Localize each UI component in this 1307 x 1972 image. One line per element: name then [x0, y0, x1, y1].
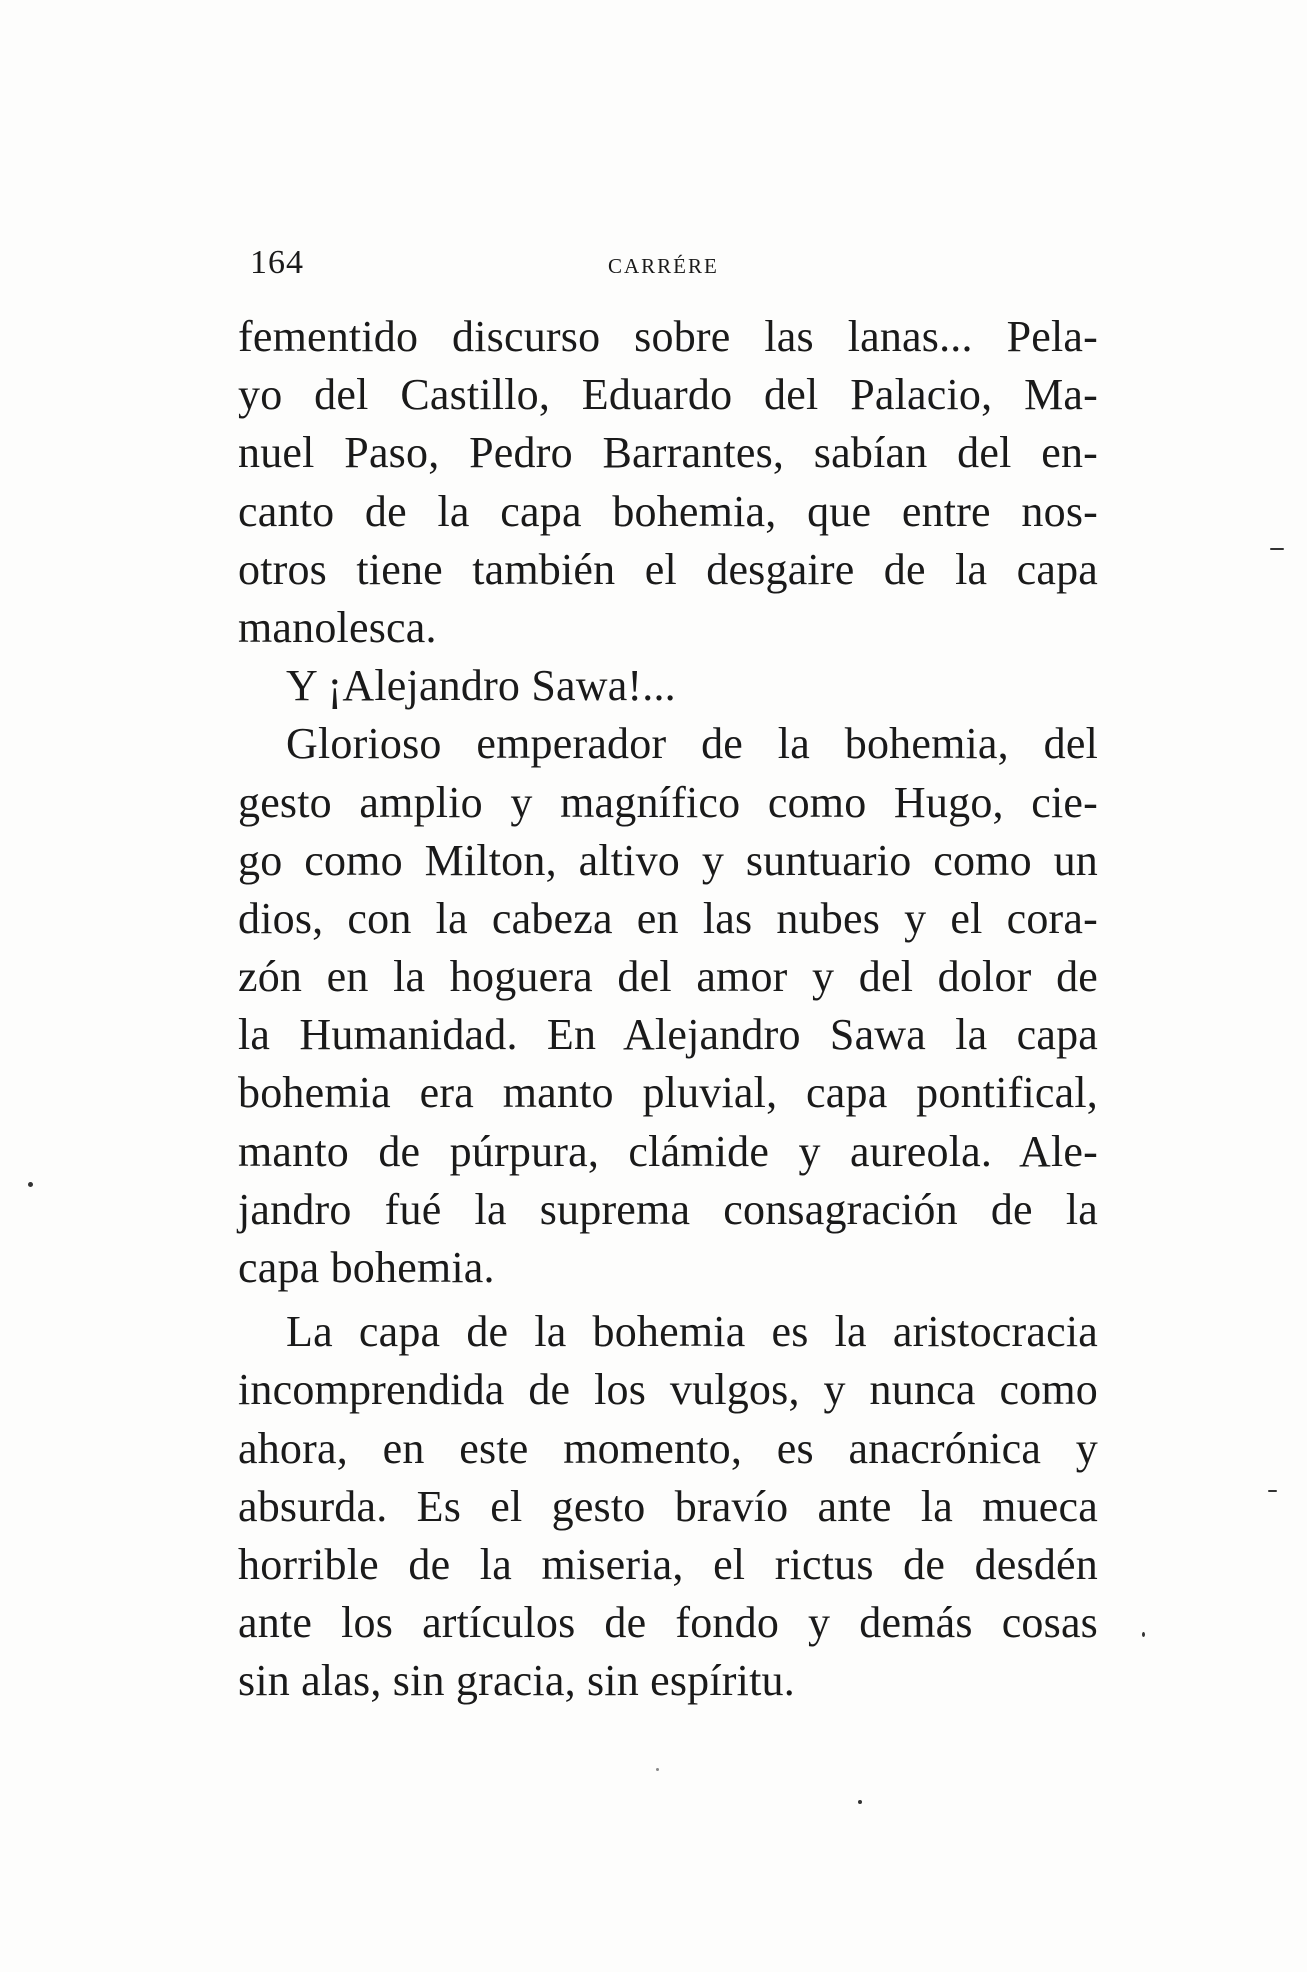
text-line: nuel Paso, Pedro Barrantes, sabían del en-: [238, 428, 1098, 478]
text-line: horrible de la miseria, el rictus de desdén: [238, 1539, 1098, 1589]
scan-speck: [1268, 1490, 1277, 1492]
text-line: La capa de la bohemia es la aristocracia: [286, 1307, 1098, 1357]
text-line: ahora, en este momento, es anacrónica y: [238, 1423, 1098, 1473]
text-line: dios, con la cabeza en las nubes y el cora-: [238, 893, 1098, 943]
text-line: capa bohemia.: [238, 1243, 495, 1292]
text-line: ante los artículos de fondo y demás cosas: [238, 1598, 1098, 1648]
text-line: absurda. Es el gesto bravío ante la mueca: [238, 1481, 1098, 1531]
scan-speck: [28, 1182, 33, 1187]
running-title: CARRÉRE: [608, 254, 719, 278]
page-number: 164: [250, 244, 304, 281]
text-line: sin alas, sin gracia, sin espíritu.: [238, 1656, 795, 1706]
text-line: Y ¡Alejandro Sawa!...: [286, 661, 676, 711]
text-line: yo del Castillo, Eduardo del Palacio, Ma-: [238, 370, 1098, 420]
text-line: zón en la hoguera del amor y del dolor de: [238, 952, 1098, 1002]
text-line: manolesca.: [238, 602, 437, 652]
scan-speck: [1270, 548, 1284, 550]
text-line: Glorioso emperador de la bohemia, del: [286, 719, 1098, 769]
text-line: otros tiene también el desgaire de la capa: [238, 544, 1098, 594]
scan-speck: [858, 1800, 862, 1804]
scan-speck: [656, 1768, 659, 1771]
text-line: manto de púrpura, clámide y aureola. Ale-: [238, 1126, 1098, 1176]
text-line: la Humanidad. En Alejandro Sawa la capa: [238, 1010, 1098, 1060]
page-header: [238, 244, 1098, 284]
text-line: fementido discurso sobre las lanas... Pela-: [238, 312, 1098, 361]
text-line: gesto amplio y magnífico como Hugo, cie-: [238, 777, 1098, 827]
body-text: [238, 308, 1098, 1711]
text-line: canto de la capa bohemia, que entre nos-: [238, 486, 1098, 536]
scan-speck: [1142, 1632, 1145, 1637]
text-line: incomprendida de los vulgos, y nunca como: [238, 1365, 1098, 1415]
text-line: go como Milton, altivo y suntuario como un: [238, 835, 1098, 885]
text-line: bohemia era manto pluvial, capa pontifical,: [238, 1068, 1098, 1118]
text-line: jandro fué la suprema consagración de la: [238, 1184, 1098, 1234]
